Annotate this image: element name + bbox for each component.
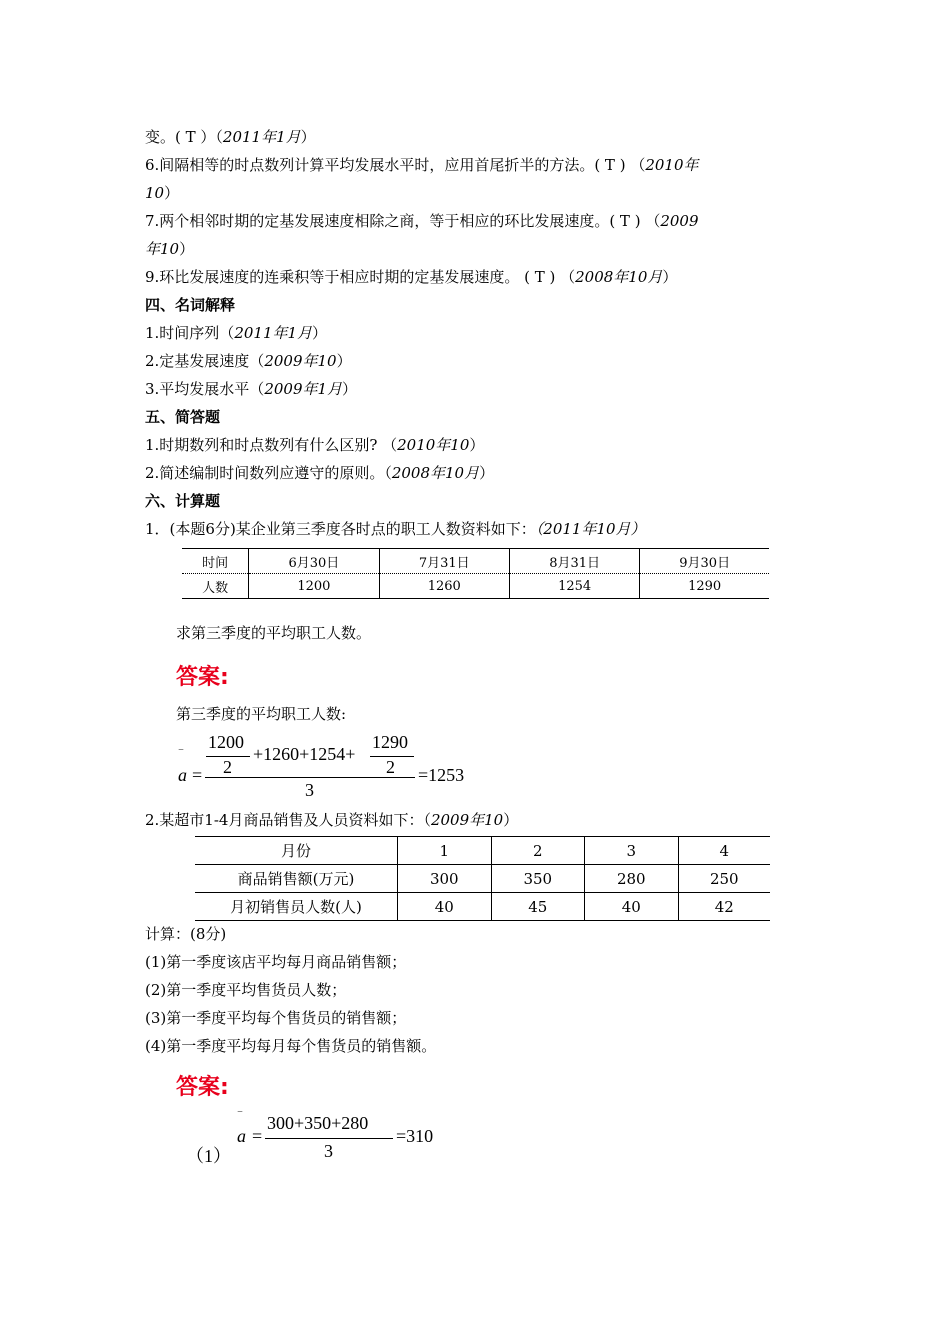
table-cell: 1260 [379, 574, 509, 599]
table-cell: 42 [678, 893, 770, 921]
table-cell: 7月31日 [379, 549, 509, 574]
table-2 [195, 836, 770, 921]
section-6-title: 六、计算题 [145, 492, 221, 510]
formula-1-n2: 1290 [372, 732, 408, 752]
formula-1-result: =1253 [418, 765, 465, 785]
table-2-row-staff [195, 893, 770, 921]
table-1-header-row [182, 549, 769, 574]
section-4-title: 四、名词解释 [145, 296, 236, 314]
formula-2-label: （1） [186, 1146, 231, 1166]
answer-1-text: 第三季度的平均职工人数: [176, 705, 347, 723]
formula-2-frac-line [265, 1138, 393, 1139]
table-cell: 1254 [509, 574, 639, 599]
table-cell: 40 [398, 893, 492, 921]
sec4-item-1: 1.时间序列（2011年1月） [145, 324, 328, 342]
question-1-ask: 求第三季度的平均职工人数。 [176, 624, 372, 642]
table-cell: 商品销售额(万元) [195, 865, 398, 893]
calc-title: 计算：(8分) [145, 925, 227, 943]
formula-2-lhs: a [237, 1126, 246, 1146]
section-5-title: 五、简答题 [145, 408, 221, 426]
table-cell: 月份 [195, 837, 398, 865]
formula-1-bar: ‾ [179, 748, 183, 762]
table-1-data-row [182, 574, 769, 599]
sec4-item-2: 2.定基发展速度（2009年10） [145, 352, 352, 370]
formula-1-main-frac-line [205, 777, 415, 778]
table-cell: 350 [491, 865, 585, 893]
calc-item-4: (4)第一季度平均每月每个售货员的销售额。 [145, 1037, 437, 1055]
sec5-item-1: 1.时期数列和时点数列有什么区别? （2010年10） [145, 436, 485, 454]
answer-label-2: 答案: [176, 1075, 229, 1100]
calc-item-3: (3)第一季度平均每个售货员的销售额； [145, 1009, 407, 1027]
formula-2-eq: = [252, 1126, 263, 1146]
formula-1-eq: = [192, 765, 203, 785]
question-2: 2.某超市1-4月商品销售及人员资料如下：（2009年10） [145, 811, 519, 829]
sec5-item-2: 2.简述编制时间数列应遵守的原则。（2008年10月） [145, 464, 495, 482]
table-cell: 4 [678, 837, 770, 865]
formula-1-d1: 2 [223, 757, 232, 777]
calc-item-2: (2)第一季度平均售货员人数； [145, 981, 347, 999]
table-cell: 40 [585, 893, 679, 921]
table-cell: 3 [585, 837, 679, 865]
table-cell: 1290 [640, 574, 769, 599]
formula-1-den: 3 [305, 780, 314, 800]
table-cell: 45 [491, 893, 585, 921]
table-cell: 8月31日 [509, 549, 639, 574]
table-2-row-sales [195, 865, 770, 893]
calc-item-1: (1)第一季度该店平均每月商品销售额； [145, 953, 407, 971]
table-1 [182, 548, 769, 599]
table-cell: 250 [678, 865, 770, 893]
table-cell: 1200 [249, 574, 379, 599]
table-cell: 280 [585, 865, 679, 893]
text-line-2-cont: 10） [145, 184, 180, 202]
formula-2-num: 300+350+280 [267, 1113, 369, 1133]
table-cell: 9月30日 [640, 549, 769, 574]
text-line-3: 7.两个相邻时期的定基发展速度相除之商，等于相应的环比发展速度。( T ) （2009 [145, 212, 699, 230]
table-cell: 人数 [182, 574, 249, 599]
formula-1-mid: +1260+1254+ [253, 744, 356, 764]
text-line-2: 6.间隔相等的时点数列计算平均发展水平时，应用首尾折半的方法。( T ) （2010年 [145, 156, 699, 174]
table-cell: 6月30日 [249, 549, 379, 574]
table-cell: 月初销售员人数(人) [195, 893, 398, 921]
text-line-1: 变。( T ）（2011年1月） [145, 128, 316, 146]
text-line-3-cont: 年10） [145, 240, 195, 258]
table-cell: 1 [398, 837, 492, 865]
formula-1-n1: 1200 [208, 732, 244, 752]
formula-2-bar: ‾ [238, 1110, 242, 1124]
table-cell: 300 [398, 865, 492, 893]
formula-2-den: 3 [324, 1141, 333, 1161]
table-cell: 时间 [182, 549, 249, 574]
sec4-item-3: 3.平均发展水平（2009年1月） [145, 380, 358, 398]
question-1: 1．(本题6分)某企业第三季度各时点的职工人数资料如下：（2011年10月） [145, 520, 646, 538]
answer-label-1: 答案: [176, 665, 229, 690]
formula-2-result: =310 [396, 1126, 434, 1146]
formula-1-lhs: a [178, 765, 187, 785]
table-2-header-row [195, 837, 770, 865]
text-line-4: 9.环比发展速度的连乘积等于相应时期的定基发展速度。 ( T ) （2008年10月） [145, 268, 678, 286]
formula-1-d2: 2 [386, 757, 395, 777]
table-cell: 2 [491, 837, 585, 865]
